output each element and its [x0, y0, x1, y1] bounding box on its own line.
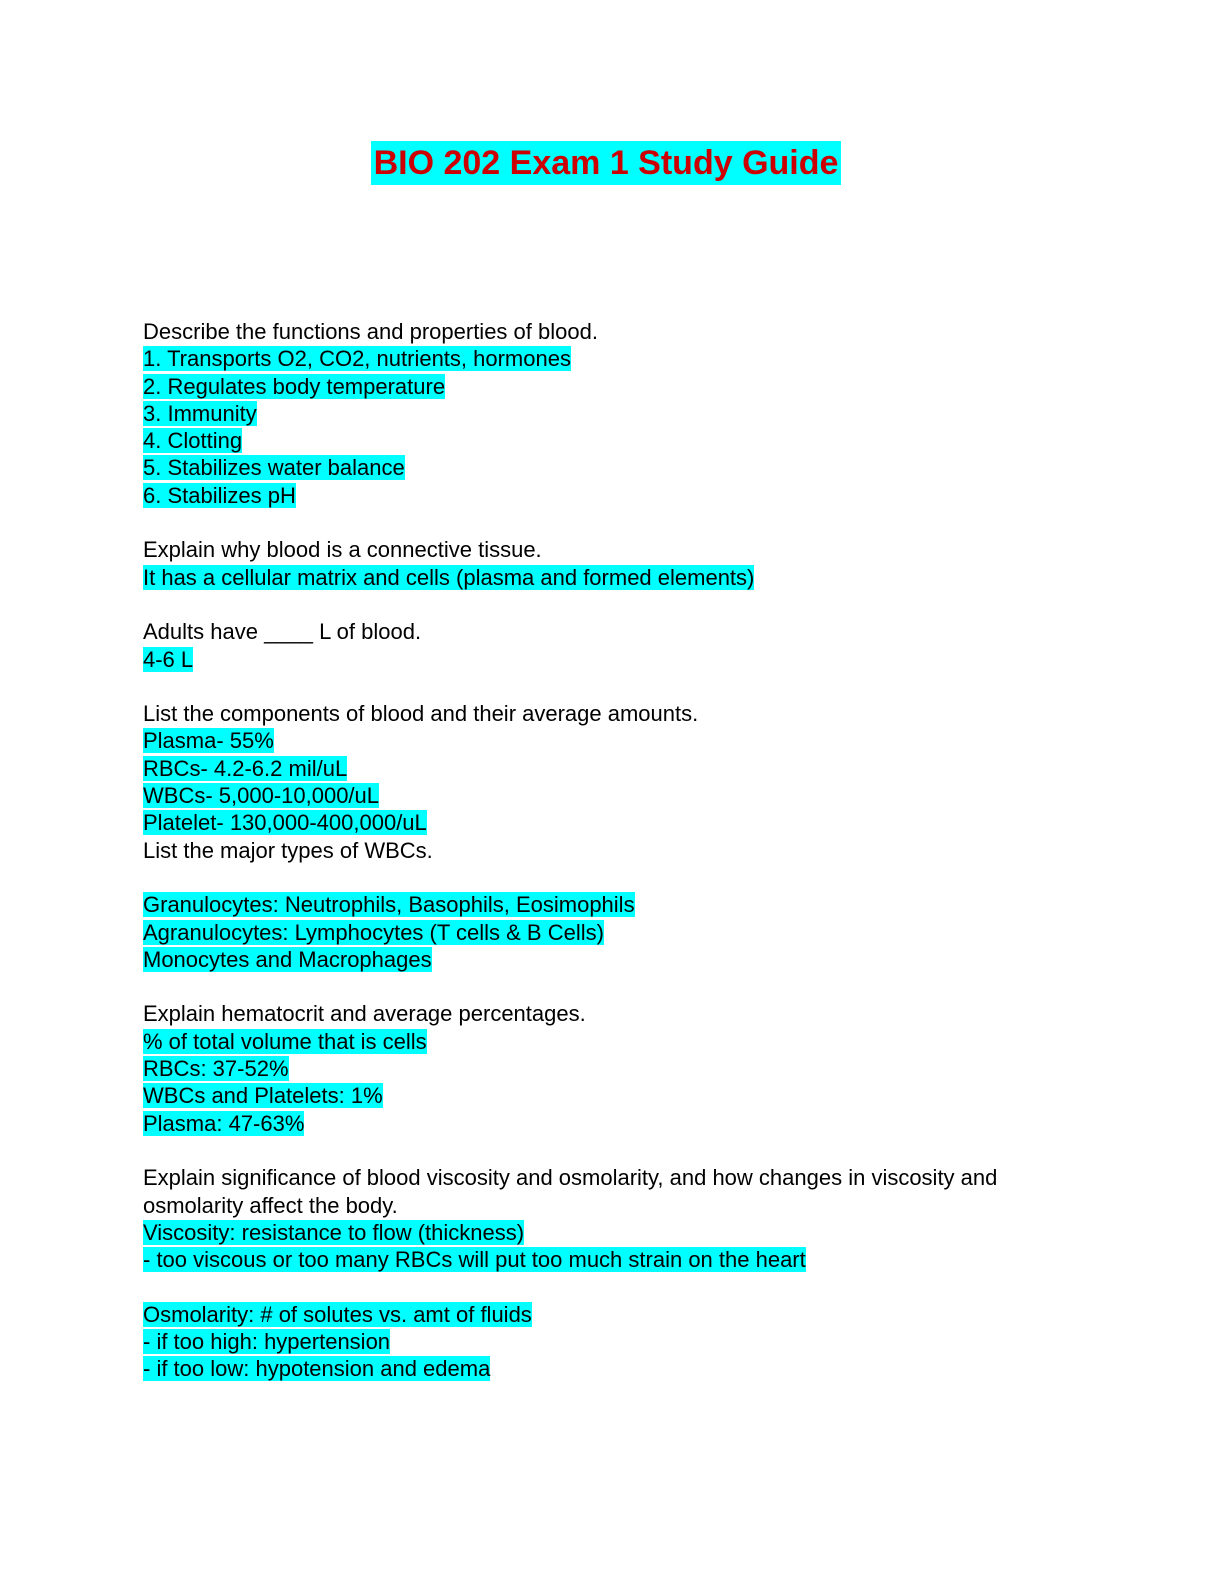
page-title: BIO 202 Exam 1 Study Guide: [371, 141, 842, 185]
question-components: List the components of blood and their average amounts.: [143, 701, 699, 727]
answer-line: Plasma- 55%: [143, 728, 274, 754]
question-hematocrit: Explain hematocrit and average percentages.: [143, 1001, 586, 1027]
spacer: [143, 973, 1083, 1000]
spacer: [143, 591, 1083, 618]
answer-line: RBCs- 4.2-6.2 mil/uL: [143, 755, 348, 781]
question-functions: Describe the functions and properties of blood.: [143, 319, 598, 344]
spacer: [143, 1273, 1083, 1300]
answer-line: 4-6 L: [143, 646, 194, 672]
answer-line: Osmolarity: # of solutes vs. amt of fluids: [143, 1301, 532, 1327]
question-wbc-types: List the major types of WBCs.: [143, 837, 433, 863]
answer-line: Viscosity: resistance to flow (thickness): [143, 1219, 525, 1245]
spacer: [143, 673, 1083, 700]
answer-line: WBCs- 5,000-10,000/uL: [143, 783, 380, 809]
answer-line: Platelet- 130,000-400,000/uL: [143, 810, 427, 836]
answer-line: Granulocytes: Neutrophils, Basophils, Eosimophils: [143, 892, 635, 918]
spacer: [143, 864, 1083, 891]
answer-line: WBCs and Platelets: 1%: [143, 1083, 383, 1109]
title-container: [0, 141, 1224, 185]
answer-line: - if too high: hypertension: [143, 1328, 391, 1354]
answer-line: 1. Transports O2, CO2, nutrients, hormones: [143, 346, 571, 372]
question-volume: Adults have ____ L of blood.: [143, 619, 422, 645]
answer-line: 4. Clotting: [143, 428, 243, 454]
answer-line: It has a cellular matrix and cells (plasma and formed elements): [143, 564, 755, 590]
answer-line: 2. Regulates body temperature: [143, 373, 446, 399]
answer-line: Monocytes and Macrophages: [143, 946, 432, 972]
spacer: [143, 1137, 1083, 1164]
answer-line: - too viscous or too many RBCs will put too much strain on the heart: [143, 1247, 806, 1273]
answer-line: Plasma: 47-63%: [143, 1110, 305, 1136]
answer-line: - if too low: hypotension and edema: [143, 1356, 491, 1382]
question-connective: Explain why blood is a connective tissue.: [143, 537, 542, 563]
answer-line: 6. Stabilizes pH: [143, 482, 296, 508]
answer-line: Agranulocytes: Lymphocytes (T cells & B Cells): [143, 919, 604, 945]
study-guide-content: [143, 318, 1083, 1383]
answer-line: RBCs: 37-52%: [143, 1056, 289, 1082]
answer-line: 3. Immunity: [143, 400, 257, 426]
spacer: [143, 509, 1083, 536]
answer-line: % of total volume that is cells: [143, 1028, 427, 1054]
question-viscosity: Explain significance of blood viscosity and osmolarity, and how changes in viscosity and osmolarity affect the body.: [143, 1165, 998, 1218]
answer-line: 5. Stabilizes water balance: [143, 455, 405, 481]
